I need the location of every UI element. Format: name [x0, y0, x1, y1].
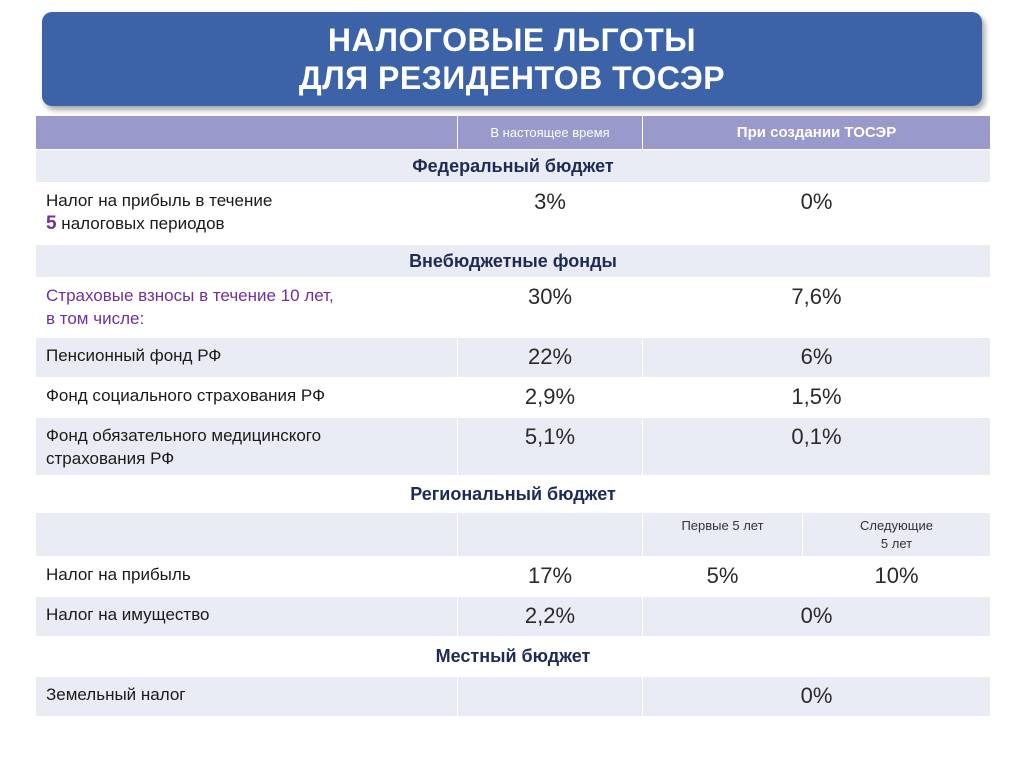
table-row-pension	[36, 338, 991, 378]
table-row-property	[36, 597, 991, 637]
subheader-empty	[458, 513, 643, 557]
title-line-1: НАЛОГОВЫЕ ЛЬГОТЫ	[327, 22, 697, 58]
value-current: 2,9%	[458, 378, 643, 418]
value-tosr: 0,1%	[643, 418, 991, 476]
value-current: 5,1%	[458, 418, 643, 476]
table-row-federal-profit	[36, 183, 991, 245]
row-label	[36, 183, 458, 245]
value-current	[458, 677, 643, 717]
label-number: 5	[46, 213, 57, 234]
header-tosr: При создании ТОСЭР	[643, 116, 991, 150]
section-row-federal	[36, 150, 991, 183]
subheader-first: Первые 5 лет	[643, 513, 803, 557]
section-row-regional	[36, 476, 991, 513]
value-tosr: 0%	[643, 183, 991, 245]
title-banner	[42, 12, 982, 106]
value-next: 10%	[803, 557, 991, 597]
row-label: Земельный налог	[36, 677, 458, 717]
row-label: Пенсионный фонд РФ	[36, 338, 458, 378]
section-title-local: Местный бюджет	[36, 637, 991, 677]
label-text: Налог на прибыль в течение	[46, 191, 273, 210]
value-current: 22%	[458, 338, 643, 378]
section-row-offbudget	[36, 245, 991, 278]
label-text: в том числе:	[46, 309, 145, 328]
subheader-next-line1: Следующие	[860, 518, 933, 533]
value-tosr: 0%	[643, 597, 991, 637]
title-line-2: ДЛЯ РЕЗИДЕНТОВ ТОСЭР	[298, 60, 726, 96]
table-header-row	[36, 116, 991, 150]
section-title-federal: Федеральный бюджет	[36, 150, 991, 183]
row-label: Налог на прибыль	[36, 557, 458, 597]
subheader-empty	[36, 513, 458, 557]
table-row-insurance	[36, 278, 991, 338]
section-title-regional: Региональный бюджет	[36, 476, 991, 513]
subheader-next-line2: 5 лет	[880, 536, 913, 551]
row-label: Фонд социального страхования РФ	[36, 378, 458, 418]
tax-benefits-table	[35, 115, 991, 717]
row-label: Налог на имущество	[36, 597, 458, 637]
table-row-regional-profit	[36, 557, 991, 597]
table-row-social	[36, 378, 991, 418]
row-label	[36, 418, 458, 476]
header-current: В настоящее время	[458, 116, 643, 150]
label-text: Фонд обязательного медицинского	[46, 426, 322, 445]
value-current: 30%	[458, 278, 643, 338]
regional-subheader-row	[36, 513, 991, 557]
value-tosr: 6%	[643, 338, 991, 378]
row-label	[36, 278, 458, 338]
value-first: 5%	[643, 557, 803, 597]
value-tosr: 0%	[643, 677, 991, 717]
value-tosr: 1,5%	[643, 378, 991, 418]
label-text: страхования РФ	[46, 449, 175, 468]
subheader-next	[803, 513, 991, 557]
value-current: 3%	[458, 183, 643, 245]
header-label-cell	[36, 116, 458, 150]
value-current: 2,2%	[458, 597, 643, 637]
value-current: 17%	[458, 557, 643, 597]
value-tosr: 7,6%	[643, 278, 991, 338]
label-text: налоговых периодов	[56, 214, 225, 233]
table-row-land	[36, 677, 991, 717]
table-row-medical	[36, 418, 991, 476]
label-text: Страховые взносы в течение 10 лет,	[46, 286, 334, 305]
section-title-offbudget: Внебюджетные фонды	[36, 245, 991, 278]
section-row-local	[36, 637, 991, 677]
